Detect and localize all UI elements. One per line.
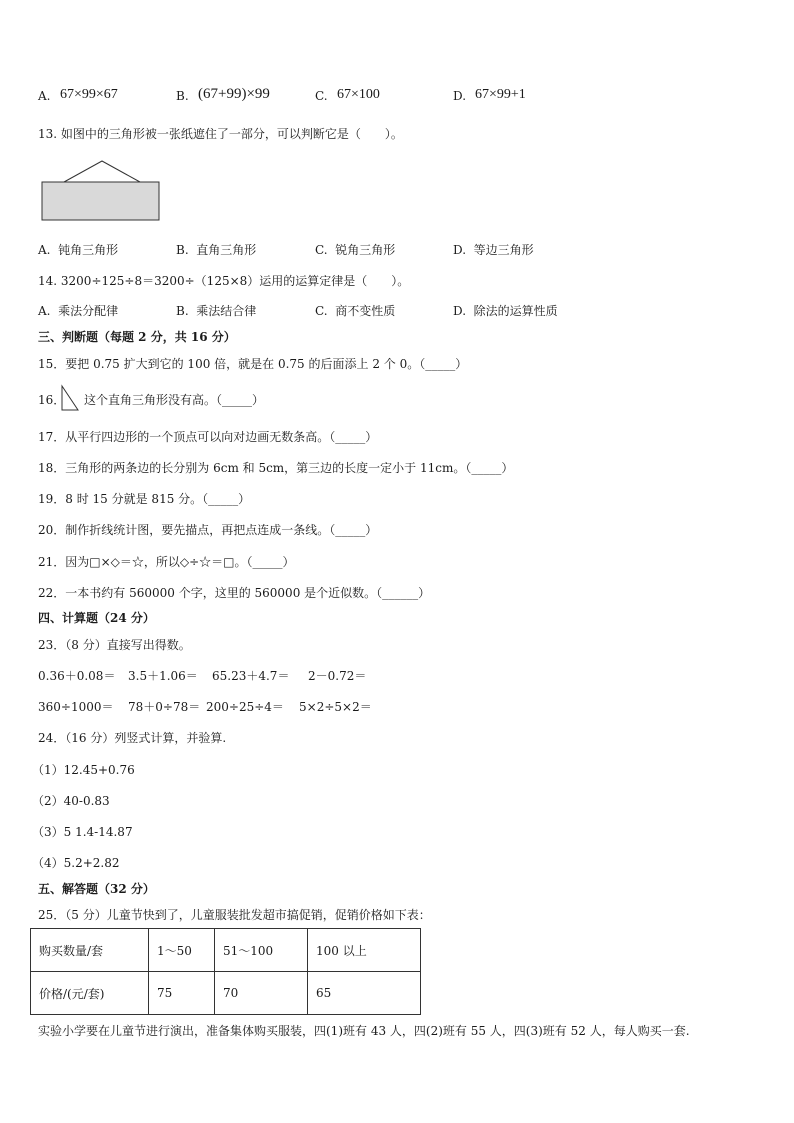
q23-title: 23．（8 分）直接写出得数。 — [38, 638, 191, 652]
q23-item: 3.5＋1.06＝ — [128, 669, 198, 683]
table-cell: 价格/(元/套) — [31, 972, 149, 1015]
q24-item-2: （2）40-0.83 — [32, 794, 110, 808]
q14-option-d: D. 除法的运算性质 — [453, 304, 558, 318]
q12-option-d-letter: D. — [453, 89, 467, 103]
section-3-heading: 三、判断题（每题 2 分，共 16 分） — [38, 330, 236, 344]
q23-item: 2－0.72＝ — [308, 669, 367, 683]
q12-option-b-letter: B. — [176, 89, 189, 103]
q13-option-d: D. 等边三角形 — [453, 243, 534, 257]
q23-item: 360÷1000＝ — [38, 700, 114, 714]
q25-title: 25．（5 分）儿童节快到了，儿童服装批发超市搞促销，促销价格如下表： — [38, 908, 431, 922]
q23-item: 0.36＋0.08＝ — [38, 669, 116, 683]
table-row — [31, 929, 421, 972]
q25-description: 实验小学要在儿童节进行演出，准备集体购买服装，四(1)班有 43 人，四(2)班有 55 人，四(3)班有 52 人，每人购买一套. — [38, 1024, 690, 1038]
triangle-visible-edges — [64, 161, 140, 182]
q12-option-b: (67+99)×99 — [198, 86, 270, 102]
table-cell: 100 以上 — [308, 929, 421, 972]
q14-option-c: C. 商不变性质 — [315, 304, 396, 318]
q12-option-a-letter: A. — [38, 89, 51, 103]
q14-option-b: B. 乘法结合律 — [176, 304, 257, 318]
q17-text: 17．从平行四边形的一个顶点可以向对边画无数条高。（_____） — [38, 430, 378, 444]
q24-item-4: （4）5.2+2.82 — [32, 856, 120, 870]
q24-title: 24．（16 分）列竖式计算，并验算. — [38, 731, 227, 745]
q12-option-a: 67×99×67 — [60, 87, 118, 102]
section-4-heading: 四、计算题（24 分） — [38, 611, 155, 625]
table-cell: 65 — [308, 972, 421, 1015]
q23-item: 78＋0÷78＝ — [128, 700, 201, 714]
q16-number: 16． — [38, 393, 66, 407]
q12-option-c-letter: C. — [315, 89, 328, 103]
q23-item: 5×2÷5×2＝ — [299, 700, 372, 714]
table-cell: 70 — [215, 972, 308, 1015]
table-cell: 51～100 — [215, 929, 308, 972]
table-row — [31, 972, 421, 1015]
q22-text: 22．一本书约有 560000 个字，这里的 560000 是个近似数。（______） — [38, 586, 431, 600]
q24-item-1: （1）12.45+0.76 — [32, 763, 135, 777]
table-cell: 75 — [149, 972, 215, 1015]
covering-paper — [42, 182, 159, 220]
section-5-heading: 五、解答题（32 分） — [38, 882, 155, 896]
q23-item: 200÷25÷4＝ — [206, 700, 284, 714]
q13-option-c: C. 锐角三角形 — [315, 243, 396, 257]
q16-right-triangle-icon — [60, 384, 80, 412]
q19-text: 19．8 时 15 分就是 815 分。（_____） — [38, 492, 251, 506]
q13-option-a: A. 钝角三角形 — [38, 243, 119, 257]
q18-text: 18．三角形的两条边的长分别为 6cm 和 5cm，第三边的长度一定小于 11cm。（_____） — [38, 461, 514, 475]
q14-option-a: A. 乘法分配律 — [38, 304, 119, 318]
q12-option-d: 67×99+1 — [475, 87, 526, 102]
q12-option-c: 67×100 — [337, 87, 380, 102]
price-table — [30, 928, 421, 1015]
q13-option-b: B. 直角三角形 — [176, 243, 257, 257]
q24-item-3: （3）5 1.4-14.87 — [32, 825, 133, 839]
q20-text: 20．制作折线统计图，要先描点，再把点连成一条线。（_____） — [38, 523, 378, 537]
table-cell: 购买数量/套 — [31, 929, 149, 972]
q21-text: 21．因为□×◇＝☆，所以◇÷☆＝□。（_____） — [38, 555, 295, 569]
q13-covered-triangle-figure — [40, 157, 162, 223]
q23-item: 65.23＋4.7＝ — [212, 669, 290, 683]
table-cell: 1～50 — [149, 929, 215, 972]
q13-text: 13. 如图中的三角形被一张纸遮住了一部分，可以判断它是（ ）。 — [38, 127, 403, 141]
q16-text: 这个直角三角形没有高。（_____） — [84, 393, 265, 407]
q14-text: 14. 3200÷125÷8＝3200÷（125×8）运用的运算定律是（ ）。 — [38, 274, 410, 288]
q15-text: 15．要把 0.75 扩大到它的 100 倍，就是在 0.75 的后面添上 2 个 0。（_____） — [38, 357, 468, 371]
